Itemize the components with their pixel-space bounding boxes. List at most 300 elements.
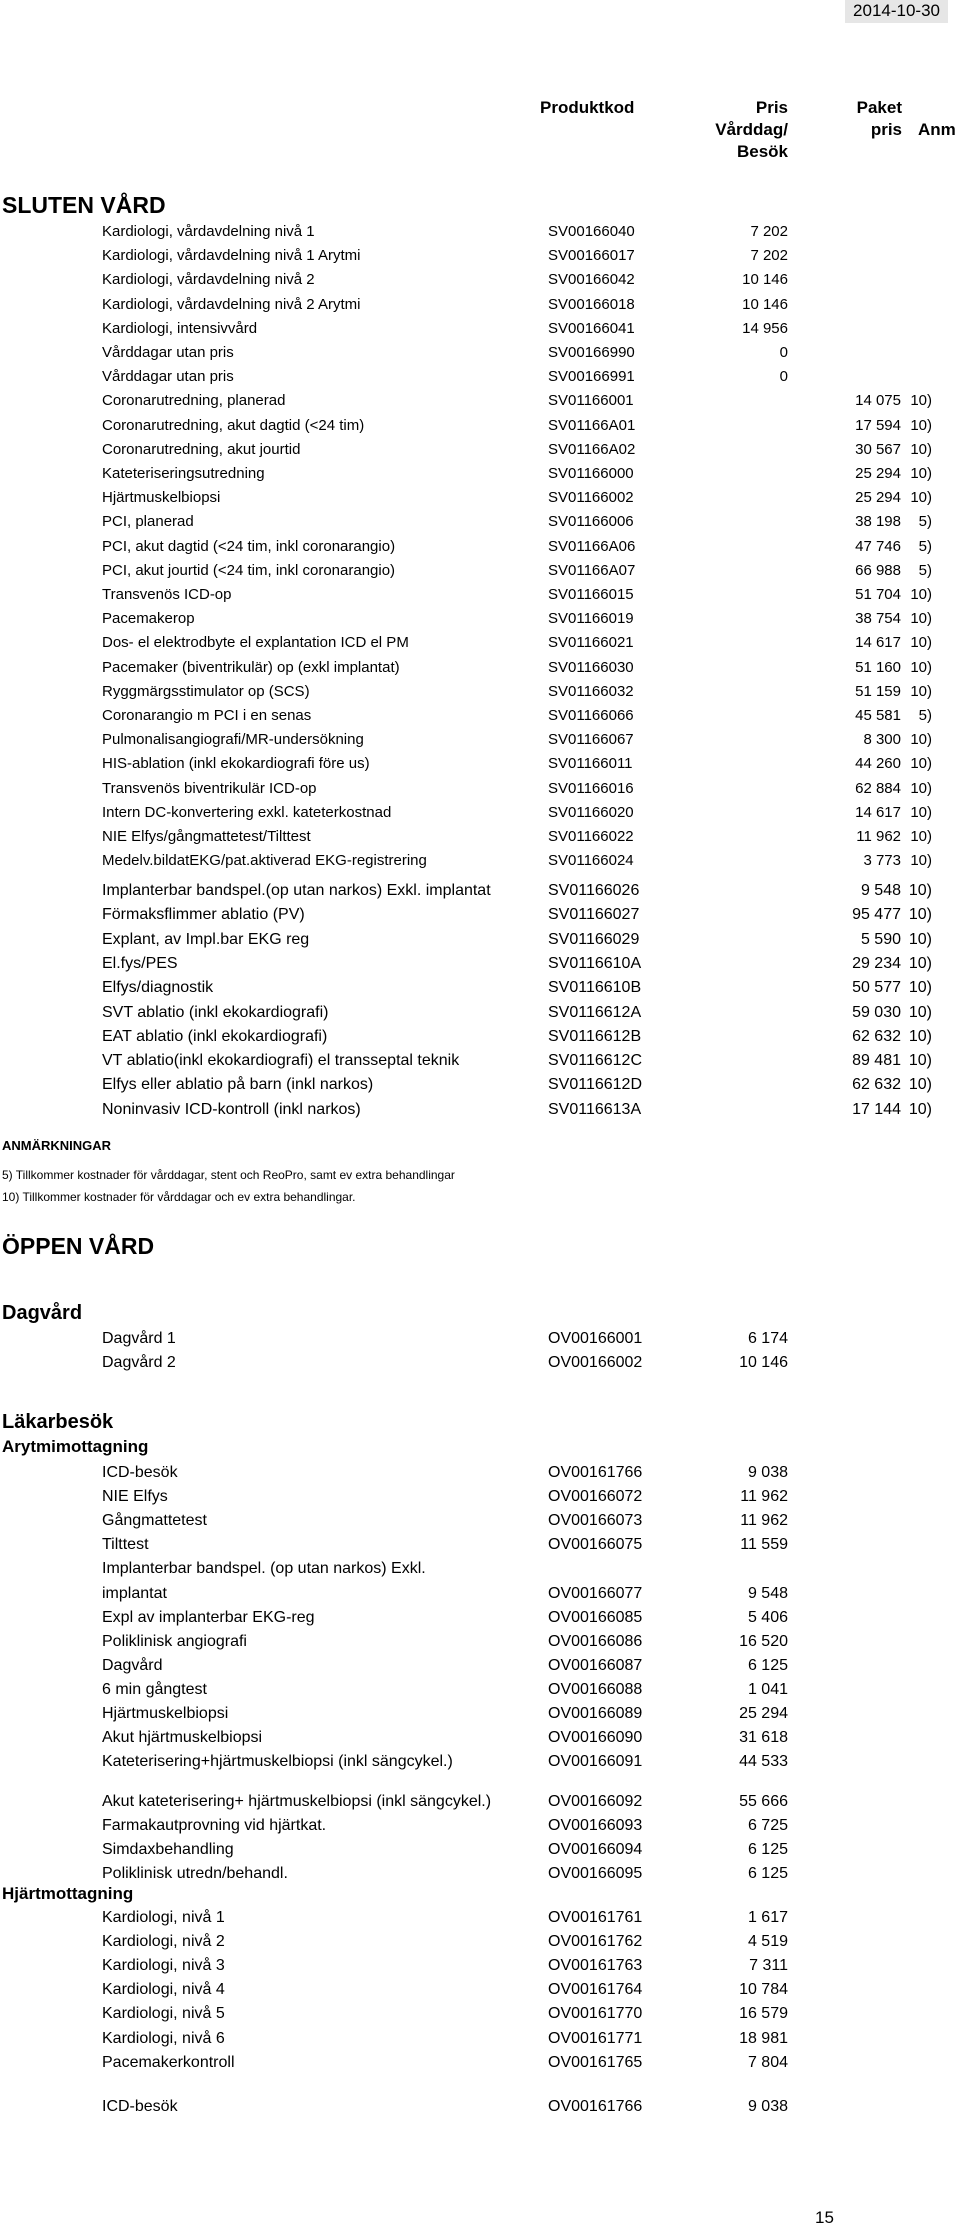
row-code: OV00161761: [548, 1909, 643, 1926]
row-anm: 10): [908, 1100, 932, 1118]
table-row: [0, 1841, 960, 1865]
row-code: OV00166075: [548, 1536, 643, 1554]
row-code: SV01166019: [548, 610, 634, 628]
row-name: Akut hjärtmuskelbiopsi: [102, 1729, 263, 1747]
table-row: [0, 931, 960, 955]
row-name: Kardiologi, nivå 3: [102, 1957, 225, 1975]
row-name: Medelv.bildatEKG/pat.aktiverad EKG-registrering: [102, 852, 427, 870]
table-row: [0, 1464, 960, 1488]
row-code: SV01166024: [548, 852, 634, 870]
table-row: [0, 1981, 960, 2005]
row-paket-price: 51 159: [855, 682, 901, 700]
row-paket-price: 62 884: [855, 779, 901, 797]
row-name: implantat: [102, 1584, 167, 1602]
table-row: [0, 417, 960, 441]
row-anm: 10): [910, 440, 932, 458]
row-price: 7 202: [750, 223, 788, 240]
row-anm: 10): [908, 1052, 932, 1070]
table-row: [0, 731, 960, 755]
table-row: [0, 683, 960, 707]
row-anm: 10): [910, 489, 932, 507]
row-code: SV01166027: [548, 906, 640, 924]
row-paket-price: 25 294: [855, 489, 901, 507]
row-name: Transvenös ICD-op: [102, 586, 232, 603]
table-row: [0, 1633, 960, 1657]
row-name: Akut kateterisering+ hjärtmuskelbiopsi (inkl sängcykel.): [102, 1793, 492, 1810]
header-anm: Anm: [918, 120, 956, 139]
row-code: OV00161764: [548, 1981, 643, 1999]
row-code: SV01166066: [548, 707, 634, 724]
row-anm: 10): [910, 586, 932, 603]
row-code: SV01166020: [548, 803, 634, 821]
row-code: OV00166092: [548, 1793, 643, 1810]
row-name: Tilttest: [102, 1536, 149, 1554]
table-row: [0, 1865, 960, 1889]
table-row: [0, 610, 960, 634]
row-code: OV00166093: [548, 1817, 643, 1834]
row-code: OV00161763: [548, 1957, 643, 1975]
row-code: SV01166022: [548, 828, 634, 845]
table-row: [0, 2030, 960, 2054]
table-row: [0, 979, 960, 1003]
row-anm: 10): [910, 779, 932, 797]
table-row: [0, 1705, 960, 1729]
row-code: SV0116613A: [548, 1100, 642, 1118]
row-name: Coronarutredning, planerad: [102, 392, 286, 410]
row-price: 44 533: [739, 1753, 788, 1771]
dagvard-heading: Dagvård: [2, 1302, 83, 1324]
row-name: Vårddagar utan pris: [102, 344, 234, 361]
row-code: SV0116612C: [548, 1052, 642, 1070]
row-name: Poliklinisk angiografi: [102, 1632, 247, 1650]
row-paket-price: 59 030: [852, 1003, 901, 1021]
row-name: Kateterisering+hjärtmuskelbiopsi (inkl sängcykel.): [102, 1753, 453, 1771]
row-code: OV00166073: [548, 1512, 643, 1530]
table-row: [0, 296, 960, 320]
row-paket-price: 66 988: [855, 561, 901, 579]
row-name: Dagvård 1: [102, 1330, 176, 1347]
row-name: Farmakautprovning vid hjärtkat.: [102, 1817, 327, 1834]
table-row: [0, 1004, 960, 1028]
row-code: SV01166015: [548, 586, 634, 603]
row-name: Pulmonalisangiografi/MR-undersökning: [102, 731, 364, 749]
row-paket-price: 51 704: [855, 586, 901, 603]
row-paket-price: 45 581: [855, 707, 901, 724]
row-code: OV00161762: [548, 1933, 643, 1951]
notes-heading: ANMÄRKNINGAR: [2, 1138, 112, 1153]
row-price: 10 146: [742, 271, 788, 289]
table-row: [0, 465, 960, 489]
header-paket-2: pris: [870, 120, 902, 139]
row-paket-price: 17 594: [855, 416, 901, 434]
row-code: SV00166017: [548, 247, 635, 265]
row-name: Intern DC-konvertering exkl. kateterkostnad: [102, 803, 392, 821]
row-price: 55 666: [739, 1793, 788, 1810]
table-row: [0, 1933, 960, 1957]
row-price: 6 125: [747, 1865, 788, 1882]
row-code: SV01166006: [548, 513, 634, 531]
row-paket-price: 30 567: [855, 440, 901, 458]
row-name: Implanterbar bandspel. (op utan narkos) Exkl.: [102, 1560, 426, 1578]
hjartmottagning-heading: Hjärtmottagning: [2, 1884, 134, 1903]
row-anm: 10): [908, 954, 932, 972]
row-paket-price: 95 477: [852, 906, 901, 924]
row-code: OV00161766: [548, 2098, 643, 2115]
row-name: Gångmattetest: [102, 1512, 207, 1530]
table-row: [0, 489, 960, 513]
row-name: PCI, akut dagtid (<24 tim, inkl coronarangio): [102, 537, 396, 555]
row-anm: 10): [910, 610, 932, 628]
row-price: 7 311: [749, 1957, 788, 1975]
row-paket-price: 50 577: [852, 979, 901, 997]
row-code: OV00161771: [548, 2029, 643, 2047]
row-price: 11 962: [740, 1488, 788, 1506]
row-name: 6 min gångtest: [102, 1680, 207, 1698]
row-code: OV00166002: [548, 1354, 643, 1371]
table-row: [0, 1560, 960, 1584]
row-name: Coronarutredning, akut jourtid: [102, 440, 301, 458]
table-row: [0, 2005, 960, 2029]
row-code: OV00161770: [548, 2005, 643, 2023]
row-name: Kardiologi, vårdavdelning nivå 2 Arytmi: [102, 295, 361, 313]
row-price: 4 519: [747, 1933, 788, 1951]
row-paket-price: 8 300: [863, 731, 901, 749]
row-code: SV01166002: [548, 489, 634, 507]
row-name: Coronarutredning, akut dagtid (<24 tim): [102, 416, 365, 434]
header-pris-3: Besök: [736, 142, 788, 161]
row-name: Elfys/diagnostik: [102, 979, 214, 997]
table-row: [0, 247, 960, 271]
table-row: [0, 1028, 960, 1052]
row-name: HIS-ablation (inkl ekokardiografi före us): [102, 755, 370, 773]
table-row: [0, 513, 960, 537]
row-code: SV01166067: [548, 731, 634, 749]
table-row: [0, 1729, 960, 1753]
row-code: OV00166077: [548, 1584, 643, 1602]
row-anm: 10): [910, 828, 932, 845]
row-anm: 5): [918, 537, 932, 555]
table-row: [0, 906, 960, 930]
row-code: OV00166087: [548, 1656, 643, 1674]
row-name: Expl av implanterbar EKG-reg: [102, 1608, 315, 1626]
row-code: SV01166029: [548, 930, 640, 948]
row-code: SV01166000: [548, 465, 634, 482]
header-pris-1: Pris: [755, 98, 788, 117]
row-code: OV00166001: [548, 1330, 643, 1347]
row-price: 18 981: [739, 2029, 788, 2047]
table-row: [0, 368, 960, 392]
page-number: 15: [815, 2208, 834, 2227]
row-name: Kardiologi, nivå 2: [102, 1933, 225, 1951]
row-code: SV01166A06: [548, 537, 636, 555]
row-price: 16 579: [739, 2005, 788, 2023]
sluten-vard-heading: SLUTEN VÅRD: [2, 192, 166, 218]
row-price: 9 038: [747, 2098, 788, 2115]
row-name: Hjärtmuskelbiopsi: [102, 1705, 229, 1722]
oppen-vard-heading: ÖPPEN VÅRD: [2, 1233, 155, 1259]
note-10: 10) Tillkommer kostnader för vårddagar och ev extra behandlingar.: [2, 1190, 356, 1204]
row-code: SV00166990: [548, 344, 635, 361]
row-paket-price: 44 260: [855, 755, 901, 773]
row-anm: 10): [910, 731, 932, 749]
row-code: SV00166042: [548, 271, 635, 289]
table-row: [0, 320, 960, 344]
row-code: SV01166032: [548, 682, 634, 700]
row-price: 6 125: [747, 1841, 788, 1858]
table-row: [0, 223, 960, 247]
table-row: [0, 1609, 960, 1633]
row-anm: 10): [910, 852, 932, 870]
row-anm: 10): [910, 755, 932, 773]
row-paket-price: 5 590: [860, 930, 901, 948]
row-price: 7 202: [750, 247, 788, 265]
row-name: Dagvård 2: [102, 1354, 176, 1371]
row-code: OV00166095: [548, 1865, 643, 1882]
row-name: VT ablatio(inkl ekokardiografi) el transseptal teknik: [102, 1052, 460, 1070]
row-paket-price: 38 754: [855, 610, 901, 628]
row-paket-price: 25 294: [855, 465, 901, 482]
row-code: OV00161765: [548, 2053, 643, 2071]
table-row: [0, 707, 960, 731]
row-name: Poliklinisk utredn/behandl.: [102, 1865, 288, 1882]
row-name: Coronarangio m PCI i en senas: [102, 707, 312, 724]
lakarbesok-heading: Läkarbesök: [2, 1411, 114, 1433]
header-paket-1: Paket: [856, 98, 902, 117]
row-paket-price: 89 481: [852, 1052, 901, 1070]
row-code: OV00166088: [548, 1680, 643, 1698]
row-price: 6 125: [747, 1656, 788, 1674]
row-name: Dagvård: [102, 1656, 163, 1674]
row-paket-price: 14 617: [855, 803, 901, 821]
arytmimottagning-heading: Arytmimottagning: [2, 1437, 149, 1456]
row-name: EAT ablatio (inkl ekokardiografi): [102, 1027, 328, 1045]
row-paket-price: 3 773: [863, 852, 901, 870]
row-paket-price: 11 962: [856, 828, 901, 845]
row-paket-price: 51 160: [855, 658, 901, 676]
row-price: 5 406: [747, 1608, 788, 1626]
row-price: 9 548: [747, 1584, 788, 1602]
row-code: SV0116610B: [548, 979, 642, 997]
row-paket-price: 47 746: [855, 537, 901, 555]
row-code: SV00166040: [548, 223, 635, 240]
table-row: [0, 1536, 960, 1560]
table-row: [0, 1957, 960, 1981]
row-name: Hjärtmuskelbiopsi: [102, 489, 221, 507]
row-anm: 10): [910, 682, 932, 700]
table-row: [0, 780, 960, 804]
row-anm: 10): [910, 416, 932, 434]
row-paket-price: 14 617: [855, 634, 901, 652]
date-label: 2014-10-30: [845, 0, 948, 23]
table-row: [0, 1753, 960, 1777]
row-name: Elfys eller ablatio på barn (inkl narkos): [102, 1076, 374, 1094]
row-anm: 10): [910, 392, 932, 410]
row-code: OV00166094: [548, 1841, 643, 1858]
table-row: [0, 1076, 960, 1100]
row-code: SV0116610A: [548, 954, 642, 972]
row-code: SV01166026: [548, 882, 640, 899]
row-code: SV01166A02: [548, 440, 636, 458]
table-row: [0, 634, 960, 658]
table-row: [0, 1354, 960, 1378]
row-name: Kardiologi, vårdavdelning nivå 1: [102, 223, 315, 240]
note-5: 5) Tillkommer kostnader för vårddagar, stent och ReoPro, samt ev extra behandlingar: [2, 1168, 455, 1182]
row-anm: 10): [908, 1076, 932, 1094]
table-row: [0, 828, 960, 852]
row-name: Vårddagar utan pris: [102, 368, 234, 386]
row-price: 11 962: [740, 1512, 788, 1530]
row-anm: 10): [908, 906, 932, 924]
row-anm: 5): [918, 707, 932, 724]
row-name: ICD-besök: [102, 1464, 178, 1481]
table-row: [0, 2054, 960, 2078]
row-name: Kardiologi, intensivvård: [102, 319, 258, 337]
table-row: [0, 1909, 960, 1933]
row-anm: 10): [910, 465, 932, 482]
table-row: [0, 882, 960, 906]
row-name: Dos- el elektrodbyte el explantation ICD el PM: [102, 634, 409, 652]
row-name: Kardiologi, nivå 6: [102, 2029, 225, 2047]
row-name: Pacemakerkontroll: [102, 2053, 235, 2071]
row-paket-price: 14 075: [855, 392, 901, 410]
row-name: Noninvasiv ICD-kontroll (inkl narkos): [102, 1100, 361, 1118]
row-paket-price: 29 234: [852, 954, 901, 972]
row-paket-price: 62 632: [852, 1076, 901, 1094]
row-price: 25 294: [739, 1705, 788, 1722]
row-price: 7 804: [747, 2053, 788, 2071]
table-row: [0, 586, 960, 610]
row-anm: 10): [910, 634, 932, 652]
table-row: [0, 1330, 960, 1354]
row-code: SV0116612B: [548, 1027, 642, 1045]
table-row: [0, 1052, 960, 1076]
row-price: 14 956: [742, 319, 788, 337]
table-row: [0, 2098, 960, 2122]
row-name: Explant, av Impl.bar EKG reg: [102, 930, 310, 948]
row-price: 11 559: [740, 1536, 788, 1554]
table-row: [0, 852, 960, 876]
row-name: NIE Elfys/gångmattetest/Tilttest: [102, 828, 311, 845]
table-row: [0, 344, 960, 368]
header-produktkod: Produktkod: [540, 98, 635, 117]
row-price: 1 617: [747, 1909, 788, 1926]
row-name: NIE Elfys: [102, 1488, 168, 1506]
row-name: Kardiologi, nivå 4: [102, 1981, 225, 1999]
row-price: 10 784: [739, 1981, 788, 1999]
row-paket-price: 9 548: [860, 882, 901, 899]
table-row: [0, 804, 960, 828]
table-row: [0, 1585, 960, 1609]
row-anm: 10): [910, 803, 932, 821]
row-price: 0: [779, 368, 788, 386]
row-code: SV01166021: [548, 634, 634, 652]
row-anm: 10): [908, 882, 932, 899]
row-name: Implanterbar bandspel.(op utan narkos) Exkl. implantat: [102, 882, 491, 899]
table-row: [0, 659, 960, 683]
row-name: Pacemaker (biventrikulär) op (exkl implantat): [102, 658, 400, 676]
row-code: SV00166018: [548, 295, 635, 313]
row-code: SV01166A01: [548, 416, 636, 434]
row-code: SV01166011: [548, 755, 633, 773]
row-name: Pacemakerop: [102, 610, 195, 628]
row-code: SV0116612A: [548, 1003, 642, 1021]
row-paket-price: 62 632: [852, 1027, 901, 1045]
row-anm: 10): [908, 930, 932, 948]
row-price: 10 146: [742, 295, 788, 313]
row-paket-price: 38 198: [855, 513, 901, 531]
table-row: [0, 1488, 960, 1512]
row-price: 0: [779, 344, 788, 361]
table-row: [0, 562, 960, 586]
row-name: Kardiologi, vårdavdelning nivå 2: [102, 271, 315, 289]
row-code: SV01166016: [548, 779, 634, 797]
row-name: Kardiologi, vårdavdelning nivå 1 Arytmi: [102, 247, 361, 265]
row-name: PCI, akut jourtid (<24 tim, inkl coronarangio): [102, 561, 396, 579]
table-row: [0, 1817, 960, 1841]
row-code: SV01166030: [548, 658, 634, 676]
row-price: 31 618: [739, 1729, 788, 1747]
table-row: [0, 1101, 960, 1125]
row-anm: 10): [908, 979, 932, 997]
row-anm: 10): [908, 1027, 932, 1045]
row-paket-price: 17 144: [852, 1100, 901, 1118]
row-code: OV00161766: [548, 1464, 643, 1481]
row-code: OV00166086: [548, 1632, 643, 1650]
row-price: 9 038: [747, 1464, 788, 1481]
row-name: Transvenös biventrikulär ICD-op: [102, 779, 317, 797]
row-price: 1 041: [747, 1680, 788, 1698]
row-name: Kardiologi, nivå 5: [102, 2005, 225, 2023]
table-row: [0, 755, 960, 779]
table-row: [0, 441, 960, 465]
table-row: [0, 1793, 960, 1817]
row-price: 6 174: [747, 1330, 788, 1347]
row-price: 16 520: [739, 1632, 788, 1650]
table-row: [0, 955, 960, 979]
row-code: SV01166001: [548, 392, 634, 410]
row-code: SV00166041: [548, 319, 635, 337]
row-price: 10 146: [739, 1354, 788, 1371]
row-anm: 5): [918, 561, 932, 579]
row-anm: 10): [908, 1003, 932, 1021]
row-anm: 5): [918, 513, 932, 531]
row-code: OV00166085: [548, 1608, 643, 1626]
row-name: SVT ablatio (inkl ekokardiografi): [102, 1003, 329, 1021]
header-pris-2: Vårddag/: [715, 120, 788, 139]
row-name: Kardiologi, nivå 1: [102, 1909, 225, 1926]
row-name: Simdaxbehandling: [102, 1841, 234, 1858]
row-anm: 10): [910, 658, 932, 676]
table-row: [0, 1512, 960, 1536]
row-code: OV00166072: [548, 1488, 643, 1506]
row-price: 6 725: [747, 1817, 788, 1834]
row-code: SV00166991: [548, 368, 635, 386]
table-row: [0, 1657, 960, 1681]
table-row: [0, 538, 960, 562]
row-code: OV00166090: [548, 1729, 643, 1747]
table-row: [0, 271, 960, 295]
row-name: Ryggmärgsstimulator op (SCS): [102, 682, 310, 700]
row-name: El.fys/PES: [102, 954, 178, 972]
row-code: SV0116612D: [548, 1076, 642, 1094]
row-name: PCI, planerad: [102, 513, 194, 531]
row-name: ICD-besök: [102, 2098, 178, 2115]
row-name: Förmaksflimmer ablatio (PV): [102, 906, 305, 924]
table-row: [0, 1681, 960, 1705]
row-code: OV00166091: [548, 1753, 643, 1771]
row-code: SV01166A07: [548, 561, 636, 579]
table-row: [0, 392, 960, 416]
